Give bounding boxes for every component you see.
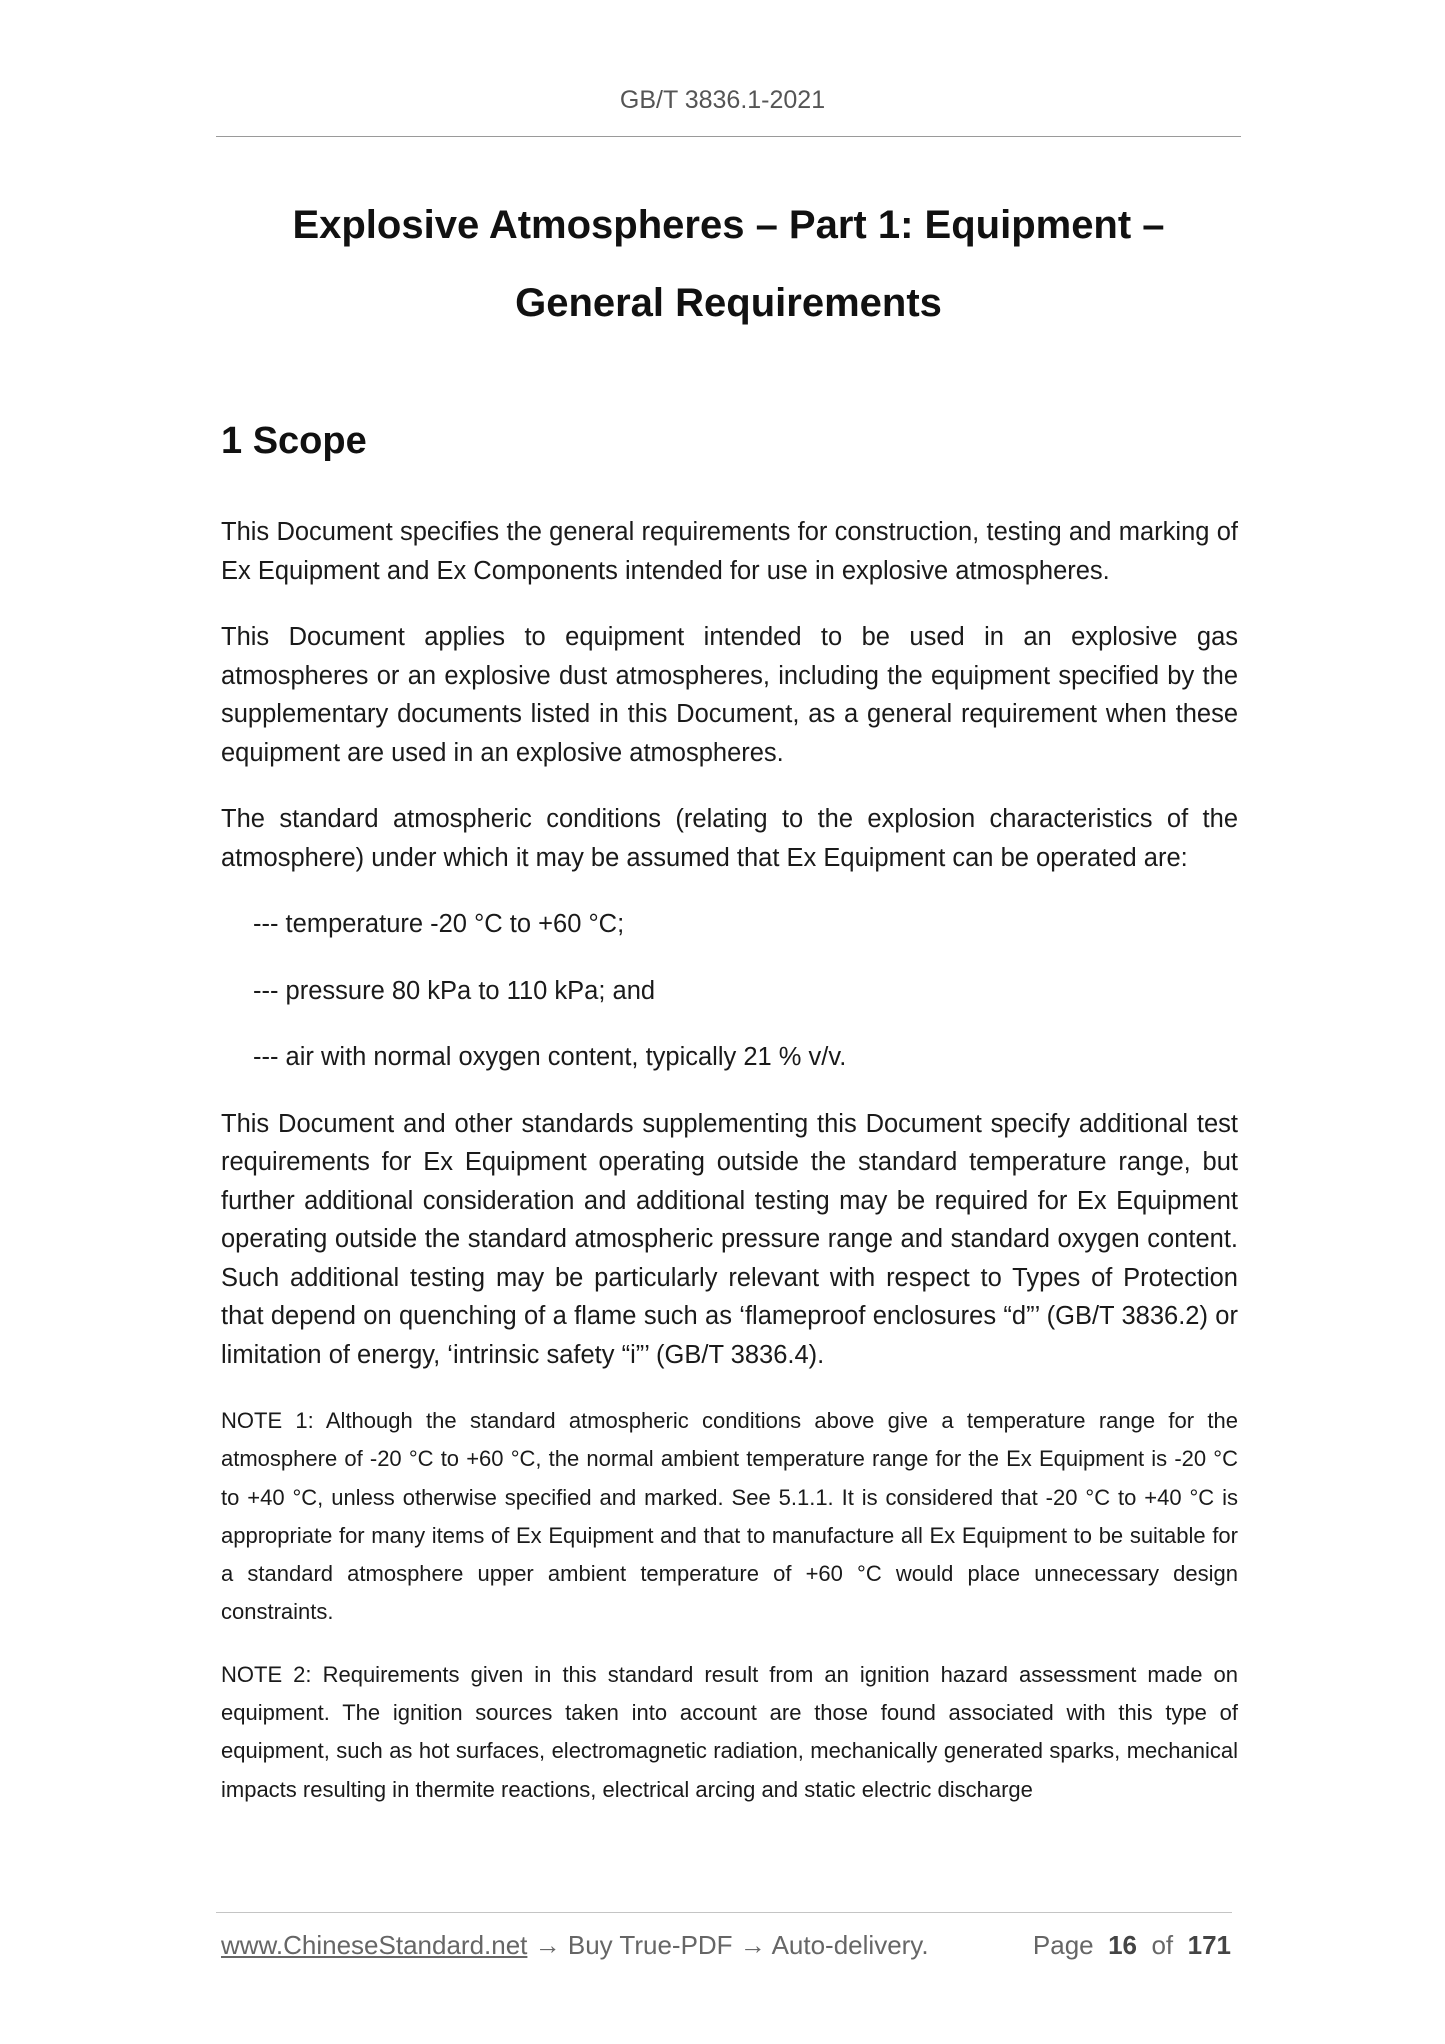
condition-item: --- air with normal oxygen content, typically 21 % v/v. bbox=[253, 1043, 847, 1071]
document-title: Explosive Atmospheres – Part 1: Equipment – General Requirements bbox=[292, 203, 1165, 325]
condition-item: --- temperature -20 °C to +60 °C; bbox=[253, 910, 625, 938]
paragraph: This Document specifies the general requirements for construction, testing and marking of Ex Equipment and Ex Components intended for use in explosive atmospheres. bbox=[221, 518, 1238, 585]
condition-item: --- pressure 80 kPa to 110 kPa; and bbox=[253, 976, 656, 1005]
footer-divider bbox=[216, 1912, 1232, 1913]
footer-promo-text: → Buy True-PDF → Auto-delivery. bbox=[527, 1930, 929, 1960]
paragraph: This Document applies to equipment intended to be used in an explosive gas atmospheres or an explosive dust atmospheres, including the equipment specified by the supplementary documents listed in this Document, as a general requirement when these equipment are used in an explosive atmospheres. bbox=[221, 623, 1238, 767]
note-2: NOTE 2: Requirements given in this standard result from an ignition hazard assessment made on equipment. The ignition sources taken into account are those found associated with this type of equipment, such as hot surfaces, electromagnetic radiation, mechanically generated sparks, mechanical impacts resulting in thermite reactions, electrical arcing and static electric discharge bbox=[221, 1661, 1238, 1802]
section-heading-scope: 1 Scope bbox=[221, 420, 367, 462]
document-body bbox=[221, 513, 1238, 1833]
site-link[interactable]: www.ChineseStandard.net bbox=[221, 1930, 528, 1960]
header-divider bbox=[216, 136, 1241, 137]
page-indicator bbox=[1033, 1930, 1231, 1961]
running-header: GB/T 3836.1-2021 bbox=[619, 86, 826, 114]
note-1: NOTE 1: Although the standard atmospheric conditions above give a temperature range for the atmosphere of -20 °C to +60 °C, the normal ambient temperature range for the Ex Equipment is -20 °C to +40 °C, unless otherwise specified and marked. See 5.1.1. It is considered that -20 °C to +40 °C is appropriate for many items of Ex Equipment and that to manufacture all Ex Equipment to be suitable for a standard atmosphere upper ambient temperature of +60 °C would place unnecessary design constraints. bbox=[221, 1408, 1238, 1625]
paragraph: This Document and other standards supplementing this Document specify additional test requirements for Ex Equipment operating outside the standard temperature range, but further additional consideration and additional testing may be required for Ex Equipment operating outside the standard atmospheric pressure range and standard oxygen content. Such additional testing may be particularly relevant with respect to Types of Protection that depend on quenching of a flame such as ‘flameproof enclosures “d”’ (GB/T 3836.2) or limitation of energy, ‘intrinsic safety “i”’ (GB/T 3836.4). bbox=[221, 1109, 1238, 1369]
of-label: of bbox=[1151, 1930, 1174, 1960]
page-label: Page bbox=[1032, 1930, 1094, 1960]
page-footer bbox=[221, 1930, 1231, 1970]
paragraph: The standard atmospheric conditions (relating to the explosion characteristics of the atmosphere) under which it may be assumed that Ex Equipment can be operated are: bbox=[221, 805, 1238, 872]
footer-promo bbox=[221, 1930, 929, 1961]
page-number: 16 bbox=[1108, 1930, 1138, 1960]
total-pages: 171 bbox=[1187, 1930, 1231, 1960]
